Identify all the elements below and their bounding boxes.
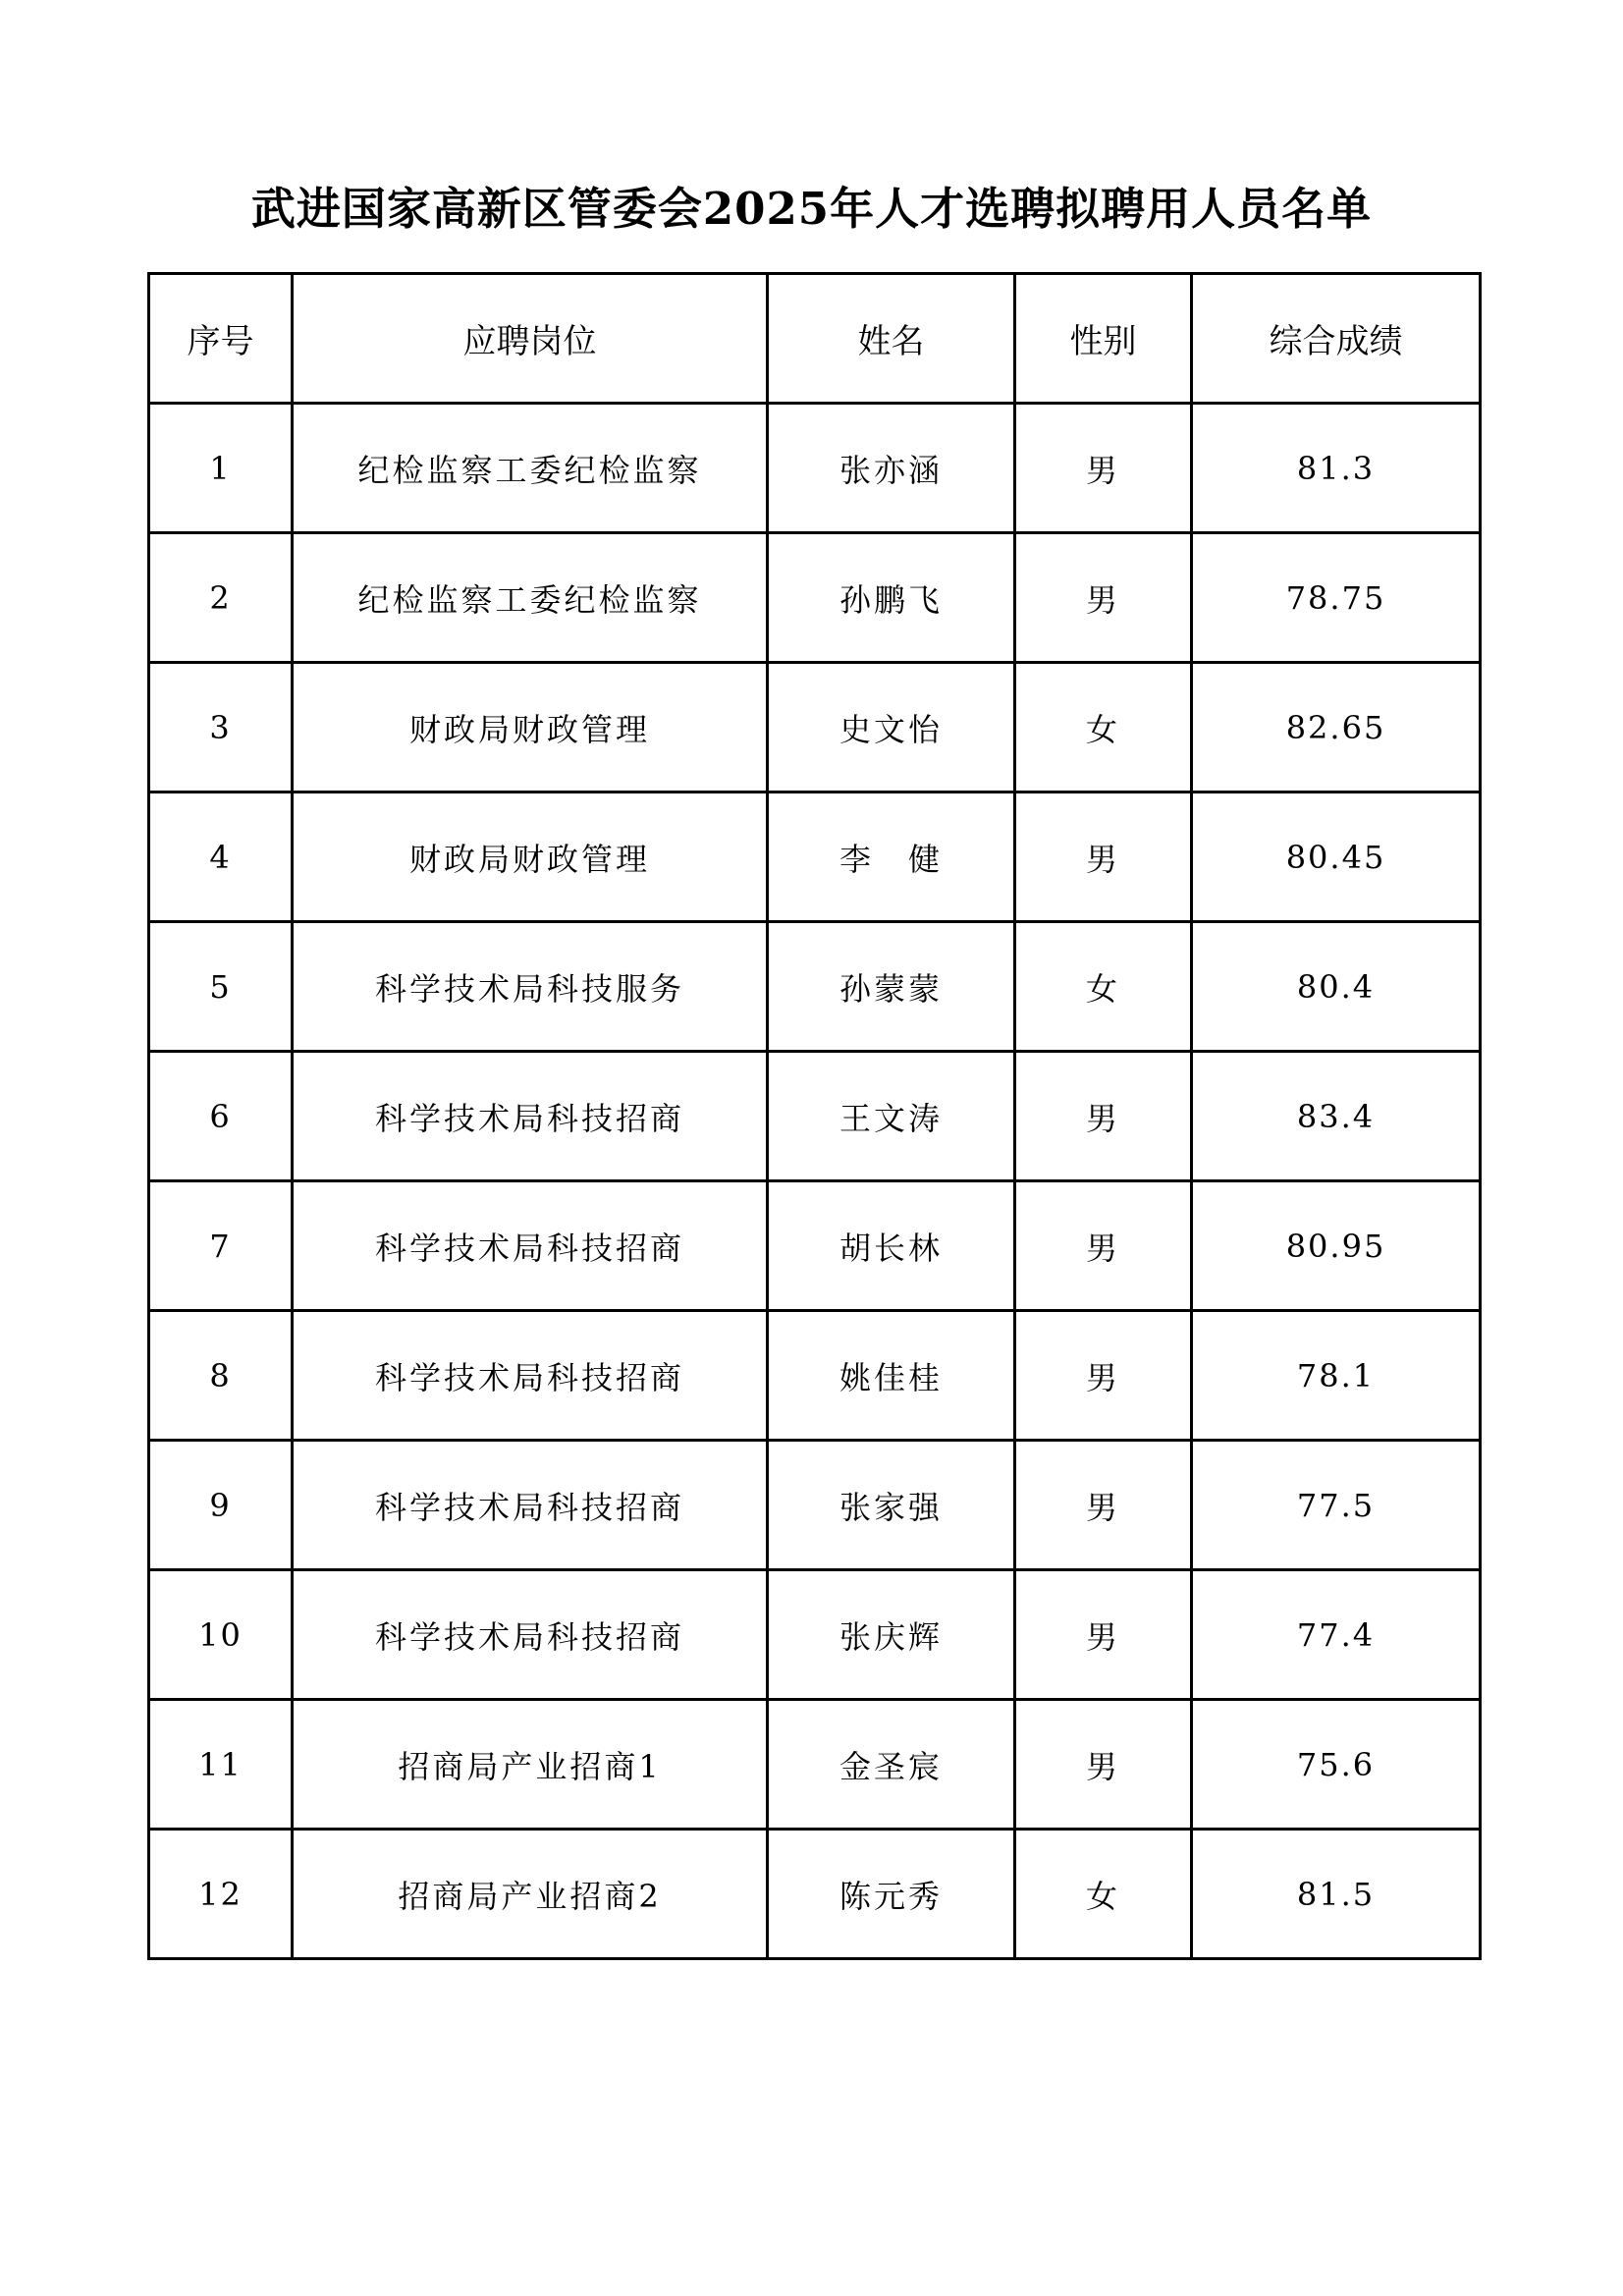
cell-gender: 男 [1015, 1052, 1192, 1181]
cell-position: 科学技术局科技招商 [293, 1181, 768, 1311]
candidate-table [147, 272, 1482, 1960]
header-position: 应聘岗位 [293, 274, 768, 404]
cell-name: 李 健 [768, 793, 1015, 922]
cell-name: 史文怡 [768, 663, 1015, 793]
header-gender: 性别 [1015, 274, 1192, 404]
cell-name: 陈元秀 [768, 1830, 1015, 1959]
cell-score: 80.4 [1192, 922, 1481, 1052]
cell-gender: 女 [1015, 922, 1192, 1052]
cell-score: 81.5 [1192, 1830, 1481, 1959]
cell-index: 5 [149, 922, 293, 1052]
table-row [149, 1700, 1481, 1830]
cell-score: 77.4 [1192, 1570, 1481, 1700]
cell-score: 83.4 [1192, 1052, 1481, 1181]
cell-index: 8 [149, 1311, 293, 1441]
cell-gender: 男 [1015, 1441, 1192, 1570]
cell-score: 82.65 [1192, 663, 1481, 793]
cell-name: 张庆辉 [768, 1570, 1015, 1700]
table-row [149, 1052, 1481, 1181]
cell-gender: 女 [1015, 663, 1192, 793]
cell-position: 招商局产业招商2 [293, 1830, 768, 1959]
cell-score: 81.3 [1192, 404, 1481, 533]
cell-index: 3 [149, 663, 293, 793]
table-row [149, 1311, 1481, 1441]
cell-index: 7 [149, 1181, 293, 1311]
cell-name: 胡长林 [768, 1181, 1015, 1311]
cell-name: 王文涛 [768, 1052, 1015, 1181]
table-row [149, 1441, 1481, 1570]
cell-index: 6 [149, 1052, 293, 1181]
cell-position: 科学技术局科技服务 [293, 922, 768, 1052]
table-row [149, 1570, 1481, 1700]
cell-gender: 男 [1015, 793, 1192, 922]
cell-name: 孙蒙蒙 [768, 922, 1015, 1052]
cell-index: 4 [149, 793, 293, 922]
cell-position: 纪检监察工委纪检监察 [293, 404, 768, 533]
table-row [149, 1830, 1481, 1959]
cell-index: 11 [149, 1700, 293, 1830]
cell-position: 科学技术局科技招商 [293, 1052, 768, 1181]
cell-name: 姚佳桂 [768, 1311, 1015, 1441]
table-row [149, 922, 1481, 1052]
table-row [149, 793, 1481, 922]
cell-position: 财政局财政管理 [293, 663, 768, 793]
cell-index: 2 [149, 533, 293, 663]
cell-position: 科学技术局科技招商 [293, 1441, 768, 1570]
header-name: 姓名 [768, 274, 1015, 404]
cell-gender: 男 [1015, 533, 1192, 663]
cell-index: 10 [149, 1570, 293, 1700]
cell-gender: 男 [1015, 404, 1192, 533]
document-title: 武进国家高新区管委会2025年人才选聘拟聘用人员名单 [250, 183, 1373, 235]
cell-score: 78.75 [1192, 533, 1481, 663]
cell-position: 科学技术局科技招商 [293, 1311, 768, 1441]
cell-score: 77.5 [1192, 1441, 1481, 1570]
table-body [149, 404, 1481, 1959]
cell-score: 80.45 [1192, 793, 1481, 922]
cell-position: 招商局产业招商1 [293, 1700, 768, 1830]
cell-index: 12 [149, 1830, 293, 1959]
cell-index: 9 [149, 1441, 293, 1570]
cell-gender: 男 [1015, 1181, 1192, 1311]
cell-score: 75.6 [1192, 1700, 1481, 1830]
cell-position: 纪检监察工委纪检监察 [293, 533, 768, 663]
table-row [149, 404, 1481, 533]
cell-name: 张家强 [768, 1441, 1015, 1570]
table-row [149, 533, 1481, 663]
cell-position: 科学技术局科技招商 [293, 1570, 768, 1700]
header-index: 序号 [149, 274, 293, 404]
cell-gender: 男 [1015, 1311, 1192, 1441]
cell-gender: 男 [1015, 1570, 1192, 1700]
table-row [149, 1181, 1481, 1311]
cell-name: 金圣宸 [768, 1700, 1015, 1830]
cell-gender: 女 [1015, 1830, 1192, 1959]
cell-position: 财政局财政管理 [293, 793, 768, 922]
table-row [149, 663, 1481, 793]
cell-score: 78.1 [1192, 1311, 1481, 1441]
cell-index: 1 [149, 404, 293, 533]
cell-gender: 男 [1015, 1700, 1192, 1830]
cell-name: 孙鹏飞 [768, 533, 1015, 663]
table-header-row [149, 274, 1481, 404]
cell-score: 80.95 [1192, 1181, 1481, 1311]
cell-name: 张亦涵 [768, 404, 1015, 533]
header-score: 综合成绩 [1192, 274, 1481, 404]
